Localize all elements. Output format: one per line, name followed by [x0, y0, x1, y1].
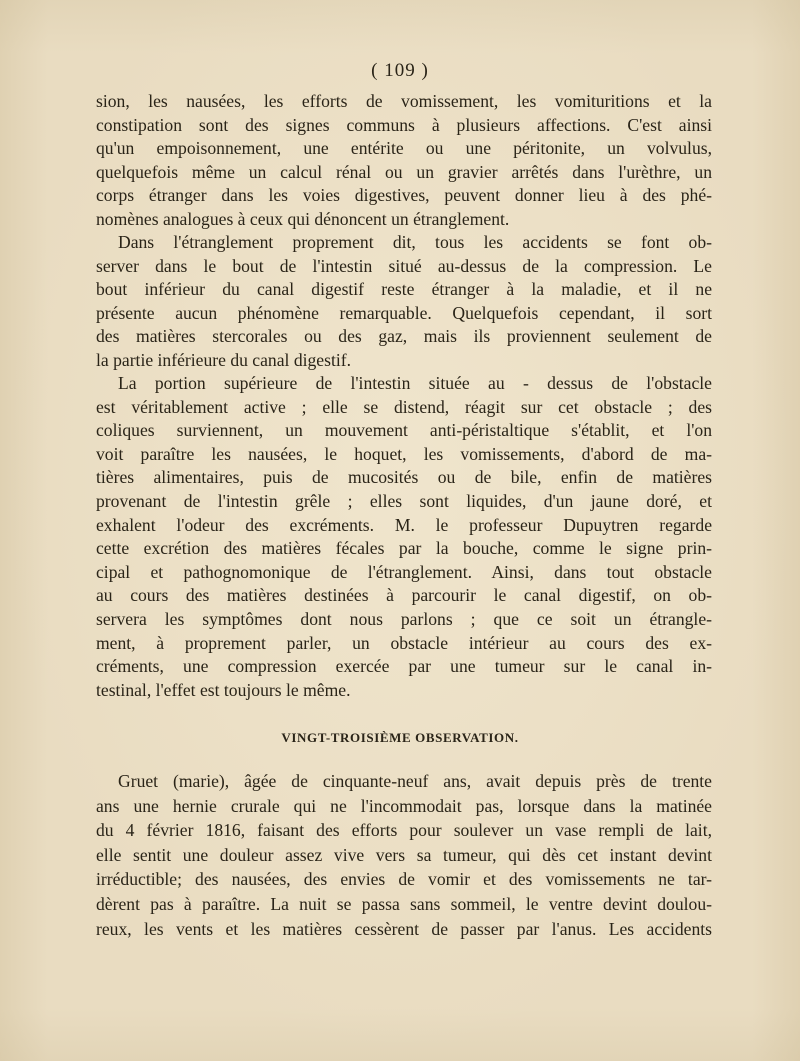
observation-paragraph: [96, 769, 712, 941]
text-line: voit paraître les nausées, le hoquet, les vomissements, d'abord de ma-: [96, 443, 712, 464]
text-line: ans une hernie crurale qui ne l'incommodait pas, lorsque dans la matinée: [96, 795, 712, 816]
text-line: elle sentit une douleur assez vive vers sa tumeur, qui dès cet instant devint: [96, 844, 712, 865]
paragraph-1: [96, 90, 712, 232]
text-line: au cours des matières destinées à parcourir le canal digestif, on ob-: [96, 585, 712, 606]
text-line: server dans le bout de l'intestin situé au-dessus de la compression. Le: [96, 255, 712, 276]
text-line: constipation sont des signes communs à plusieurs affections. C'est ainsi: [96, 114, 712, 135]
text-line: qu'un empoisonnement, une entérite ou une péritonite, un volvulus,: [96, 138, 712, 159]
paragraph-3: [96, 372, 712, 702]
text-line: cipal et pathognomonique de l'étranglement. Ainsi, dans tout obstacle: [96, 561, 712, 582]
text-line: est véritablement active ; elle se distend, réagit sur cet obstacle ; des: [96, 396, 712, 417]
text-line: exhalent l'odeur des excréments. M. le professeur Dupuytren regarde: [96, 514, 712, 535]
paragraph-2: [96, 231, 712, 373]
text-line: quelquefois même un calcul rénal ou un gravier arrêtés dans l'urèthre, un: [96, 161, 712, 182]
text-line: bout inférieur du canal digestif reste étranger à la maladie, et il ne: [96, 279, 712, 300]
text-line: Gruet (marie), âgée de cinquante-neuf ans, avait depuis près de trente: [118, 771, 712, 791]
section-heading: VINGT-TROISIÈME OBSERVATION.: [281, 730, 519, 745]
text-line: provenant de l'intestin grêle ; elles sont liquides, d'un jaune doré, et: [96, 490, 712, 511]
text-line: présente aucun phénomène remarquable. Quelquefois cependant, il sort: [96, 302, 712, 323]
text-line: servera les symptômes dont nous parlons ; que ce soit un étrangle-: [96, 608, 712, 629]
text-line: des matières stercorales ou des gaz, mais ils proviennent seulement de: [96, 326, 712, 347]
text-line: irréductible; des nausées, des envies de vomir et des vomissements ne tar-: [96, 869, 712, 890]
text-line: nomènes analogues à ceux qui dénoncent un étranglement.: [96, 208, 510, 229]
text-line: du 4 février 1816, faisant des efforts pour soulever un vase rempli de lait,: [96, 820, 712, 841]
page-number: ( 109 ): [371, 60, 429, 81]
text-line: Dans l'étranglement proprement dit, tous les accidents se font ob-: [118, 232, 712, 252]
text-line: reux, les vents et les matières cessèrent de passer par l'anus. Les accidents: [96, 918, 712, 939]
text-line: dèrent pas à paraître. La nuit se passa sans sommeil, le ventre devint doulou-: [96, 893, 712, 914]
text-line: ment, à proprement parler, un obstacle intérieur au cours des ex-: [96, 632, 712, 653]
text-line: tières alimentaires, puis de mucosités ou de bile, enfin de matières: [96, 467, 712, 488]
text-line: la partie inférieure du canal digestif.: [96, 349, 351, 370]
text-line: cette excrétion des matières fécales par la bouche, comme le signe prin-: [96, 538, 712, 559]
text-line: créments, une compression exercée par une tumeur sur le canal in-: [96, 656, 712, 677]
text-line: testinal, l'effet est toujours le même.: [96, 679, 351, 700]
text-line: La portion supérieure de l'intestin située au - dessus de l'obstacle: [118, 373, 712, 393]
text-line: coliques surviennent, un mouvement anti-péristaltique s'établit, et l'on: [96, 420, 712, 441]
text-line: sion, les nausées, les efforts de vomissement, les vomituritions et la: [96, 91, 712, 111]
text-line: corps étranger dans les voies digestives, peuvent donner lieu à des phé-: [96, 185, 712, 206]
